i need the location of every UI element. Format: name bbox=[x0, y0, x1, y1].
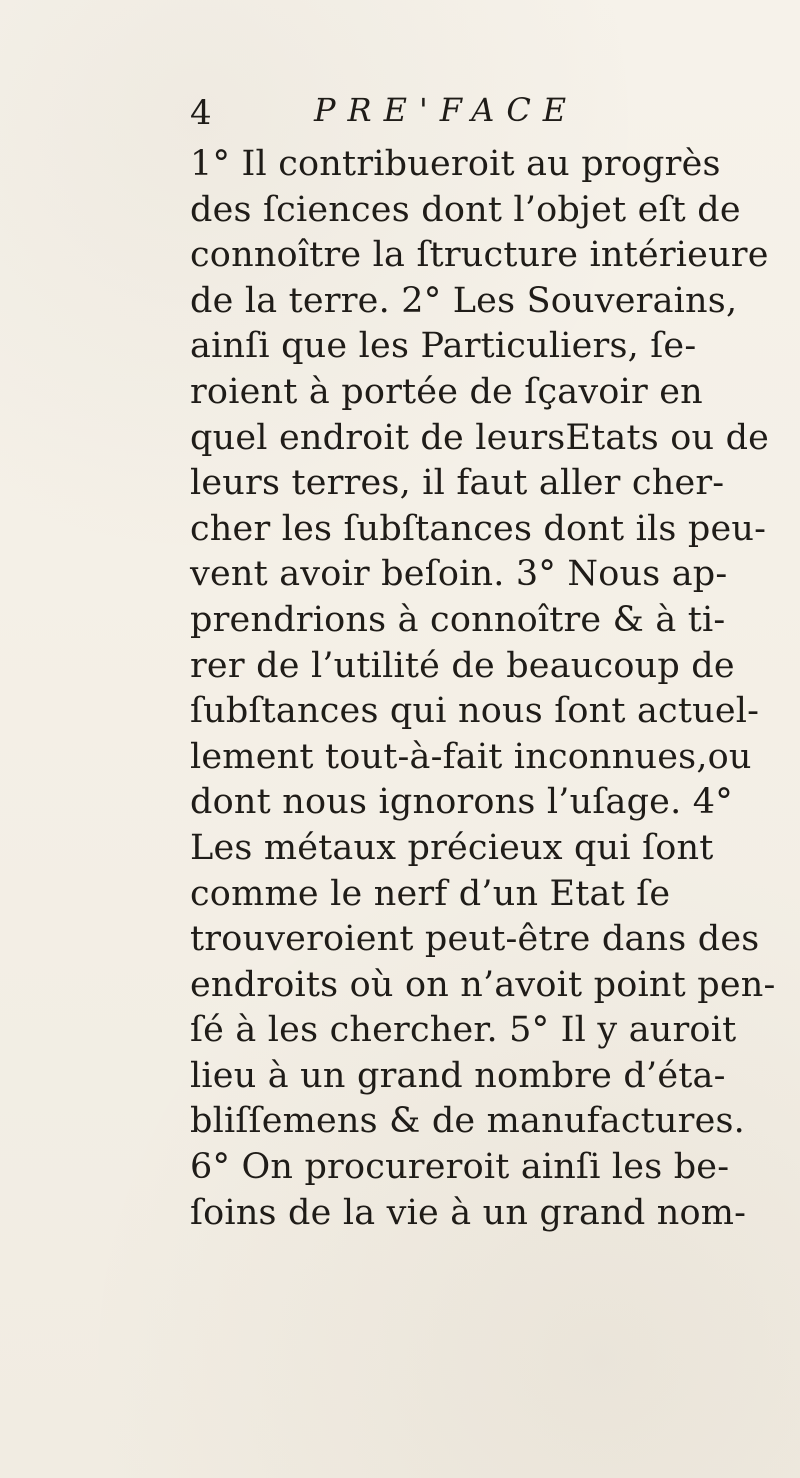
text-line-24: ſoins de la vie à un grand nom- bbox=[190, 1192, 747, 1233]
text-line-7: quel endroit de leursEtats ou de bbox=[190, 417, 770, 458]
text-line-21: lieu à un grand nombre d’éta- bbox=[190, 1055, 726, 1096]
text-line-8: leurs terres, il faut aller cher- bbox=[190, 463, 725, 504]
main-text bbox=[190, 142, 776, 1236]
text-line-14: lement tout-à-fait inconnues,ou bbox=[190, 736, 752, 777]
text-line-13: ſubſtances qui nous ſont actuel- bbox=[190, 691, 760, 732]
text-line-12: rer de l’utilité de beaucoup de bbox=[190, 645, 735, 686]
text-line-6: roient à portée de ſçavoir en bbox=[190, 371, 703, 412]
text-line-17: comme le nerf d’un Etat ſe bbox=[190, 873, 671, 914]
text-line-19: endroits où on n’avoit point pen- bbox=[190, 964, 776, 1005]
text-line-11: prendrions à connoître & à ti- bbox=[190, 599, 726, 640]
text-line-4: de la terre. 2° Les Souverains, bbox=[190, 280, 738, 321]
running-title: PRE'FACE bbox=[314, 91, 579, 129]
page-number: 4 bbox=[190, 93, 212, 133]
text-line-23: 6° On procureroit ainſi les be- bbox=[190, 1147, 730, 1188]
text-line-16: Les métaux précieux qui ſont bbox=[190, 827, 714, 868]
text-line-1: 1° Il contribueroit au progrès bbox=[190, 144, 721, 184]
text-line-20: ſé à les chercher. 5° Il y auroit bbox=[190, 1010, 737, 1051]
text-line-18: trouveroient peut-être dans des bbox=[190, 919, 760, 960]
text-line-15: dont nous ignorons l’uſage. 4° bbox=[190, 782, 733, 823]
text-line-5: ainſi que les Particuliers, ſe- bbox=[190, 326, 697, 367]
text-line-22: bliſſemens & de manufactures. bbox=[190, 1101, 745, 1142]
page-header bbox=[190, 92, 620, 134]
text-line-2: des ſciences dont l’objet eſt de bbox=[190, 189, 741, 230]
text-line-3: connoître la ſtructure intérieure bbox=[190, 235, 769, 276]
text-line-10: vent avoir beſoin. 3° Nous ap- bbox=[190, 554, 728, 595]
text-line-9: cher les ſubſtances dont ils peu- bbox=[190, 508, 767, 549]
